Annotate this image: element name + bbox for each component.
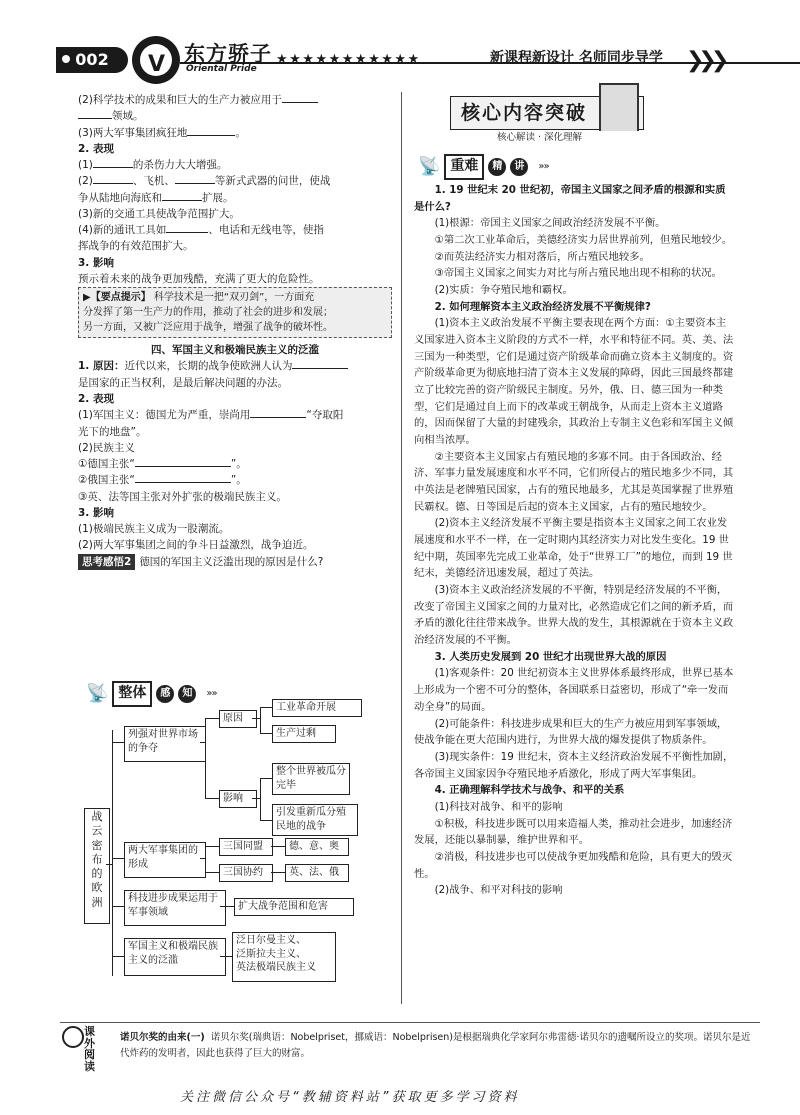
text-line: 争从陆地向海底和 扩展。 — [78, 191, 234, 204]
text-line: 挥战争的有效范围扩大。 — [78, 240, 194, 253]
text-line: (1) 的杀伤力大大增强。 — [78, 159, 228, 172]
subheading: 2. 表现 — [78, 142, 114, 155]
text-line: 光下的地盘”。 — [78, 425, 147, 438]
gate-icon — [599, 83, 639, 131]
key-circle-1: 精 — [488, 158, 506, 176]
text-line: ②而英法经济实力相对落后，所占殖民地较多。 — [434, 250, 650, 263]
text-line: 思考感悟2 德国的军国主义泛滥出现的原因是什么? — [78, 554, 392, 570]
brand-logo-glyph: V — [148, 52, 166, 77]
banner-subtitle: 核心解读 · 深化理解 — [497, 132, 583, 143]
mindmap-node: 生产过剩 — [272, 725, 336, 743]
satellite-dish-icon: 📡 — [418, 156, 441, 177]
mindmap-node: 泛日尔曼主义、 泛斯拉夫主义、 英法极端民族主义 — [232, 932, 336, 982]
mindmap-node: 三国协约 — [219, 864, 273, 882]
text-line: (4)新的通讯工具如 、电话和无线电等，使指 — [78, 224, 324, 237]
mindmap-node: 列强对世界市场的争夺 — [124, 726, 206, 762]
mindmap-node: 扩大战争范围和危害 — [234, 898, 354, 916]
text-line: (3)两大军事集团疯狂地 。 — [78, 126, 246, 139]
question-heading: 3. 人类历史发展到 20 世纪才出现世界大战的原因 — [434, 650, 667, 663]
question-heading: 4. 正确理解科学技术与战争、和平的关系 — [434, 784, 625, 797]
footer-rule — [60, 1022, 760, 1023]
text-line: 领域。 — [78, 108, 392, 124]
key-points-title: 重难 — [444, 154, 484, 180]
text-line: (2)战争、和平对科技的影响 — [434, 884, 563, 897]
double-arrow-icon: »» — [206, 688, 217, 700]
text-line: ②俄国主张“ ”。 — [78, 474, 247, 487]
text-line: (2)民族主义 — [78, 441, 135, 454]
text-line: ②主要资本主义国家占有殖民地的多寡不同。由于各国政治、经济、军事力量发展速度和水平不同，它们所侵占的殖民地多少不同，其中英法是老牌殖民国家，占有的殖民地最多，尤其是英国掌握了世界殖民霸权。德、日等国是后起的资本主义国家，占有的殖民地较少。 — [414, 450, 734, 513]
bottom-notice: 关注微信公众号“教辅资料站”获取更多学习资料 — [180, 1090, 520, 1105]
text-line: (1)根源：帝国主义国家之间政治经济发展不平衡。 — [434, 217, 666, 230]
column-divider — [401, 92, 402, 1004]
extra-reading-title: 诺贝尔奖的由来(一) — [120, 1032, 205, 1043]
extra-reading-icon: 课外阅读 — [62, 1026, 106, 1074]
tag-hole-icon — [62, 55, 70, 63]
brand-name-en: Oriental Pride — [186, 64, 257, 74]
brand-name: 东方骄子 — [184, 42, 272, 66]
right-column — [414, 182, 734, 899]
banner-title: 核心内容突破 — [461, 102, 588, 124]
chevron-right-icon: ❯❯❯ — [686, 48, 724, 73]
mindmap-node: 引发重新瓜分殖民地的战争 — [272, 804, 358, 836]
key-circle-2: 讲 — [510, 158, 528, 176]
key-tip-box: ▶【要点提示】 科学技术是一把“双刃剑”，一方面充 分发挥了第一生产力的作用，推动了社会的进步和发展； 另一方面，又被广泛应用于战争，增强了战争的破坏性。 — [78, 287, 392, 338]
text-line: (1)科技对战争、和平的影响 — [434, 800, 563, 813]
star-rating: ★★★★★★★★★★★ — [276, 52, 421, 67]
text-line: 1. 原因：近代以来，长期的战争使欧洲人认为 — [78, 358, 392, 374]
mindmap-node: 整个世界被瓜分完毕 — [272, 763, 350, 795]
text-line: (1)军国主义：德国尤为严重，崇尚用 “夺取阳 — [78, 409, 344, 422]
text-line: 是国家的正当权利，是最后解决问题的办法。 — [78, 376, 288, 389]
question-heading: 1. 19 世纪末 20 世纪初，帝国主义国家之间矛盾的根源和实质是什么? — [414, 184, 726, 213]
mindmap-node: 德、意、奥 — [285, 838, 349, 856]
satellite-dish-icon: 📡 — [86, 683, 109, 704]
overview-circle-1: 感 — [156, 685, 174, 703]
text-line: (2)两大军事集团之间的争斗日益激烈，战争迫近。 — [78, 539, 314, 552]
text-line: ③英、法等国主张对外扩张的极端民族主义。 — [78, 490, 287, 503]
question-heading: 2. 如何理解资本主义政治经济发展不平衡规律? — [434, 300, 651, 313]
text-line: (2) 、飞机、 等新式武器的问世，使战 — [78, 175, 331, 188]
mindmap-node: 英、法、俄 — [285, 864, 349, 882]
mindmap-node: 军国主义和极端民族主义的泛滥 — [124, 938, 226, 976]
text-line: ①德国主张“ ”。 — [78, 458, 247, 471]
text-line: ②消极，科技进步也可以使战争更加残酷和危险，具有更大的毁灭性。 — [414, 850, 733, 880]
text-line: ①积极，科技进步既可以用来造福人类，推动社会进步，加速经济发展，还能以暴制暴，维护世界和平。 — [414, 817, 733, 847]
extra-reading-text: 诺贝尔奖的由来(一) 诺贝尔奖(瑞典语：Nobelpriset，挪威语：Nobelprisen)是根据瑞典化学家阿尔弗雷德·诺贝尔的遗嘱所设立的奖项。诺贝尔是近代炸药的发明者，因此也获得了巨大的财富。 — [120, 1032, 751, 1060]
text-line: 3. 影响 — [78, 506, 114, 519]
mindmap-node: 原因 — [219, 710, 257, 728]
text-line: (2)可能条件：科技进步成果和巨大的生产力被应用到军事领域，使战争能在更大范围内进行，为世界大战的爆发提供了物质条件。 — [414, 717, 728, 747]
overview-circle-2: 知 — [178, 685, 196, 703]
text-line: 3. 影响 — [78, 256, 114, 269]
overview-section-head — [86, 680, 217, 708]
text-line: ③帝国主义国家之间实力对比与所占殖民地出现不相称的状况。 — [434, 267, 722, 280]
text-line: 2. 表现 — [78, 392, 114, 405]
text-line: (2)资本主义经济发展不平衡主要是指资本主义国家之间工农业发展速度和水平不一样，在一定时期内其经济实力对比发生变化。19 世纪中期，英国率先完成工业革命，处于“世界工厂”的地位，而到 19 世纪末，美德经济迅速发展，超过了英法。 — [414, 517, 733, 580]
mindmap-node: 科技进步成果运用于军事领域 — [124, 890, 226, 926]
text-line: 预示着未来的战争更加残酷，充满了更大的危险性。 — [78, 272, 320, 285]
text-line: (2)实质：争夺殖民地和霸权。 — [434, 284, 573, 297]
header-slogan: 新课程新设计 名师同步导学 — [490, 50, 663, 66]
overview-title: 整体 — [112, 681, 152, 707]
page-number: 002 — [56, 47, 128, 73]
mindmap-node: 三国同盟 — [219, 838, 273, 856]
mindmap-node: 影响 — [219, 790, 257, 808]
text-line: (3)资本主义政治经济发展的不平衡，特别是经济发展的不平衡，改变了帝国主义国家之间的力量对比，必然造成它们之间的新矛盾，而矛盾的激化往往带来战争。世界大战的发生，其根源就在于资本主义政治经济发展的不平衡。 — [414, 584, 734, 647]
mindmap-node: 工业革命开展 — [272, 699, 362, 717]
text-line: (3)新的交通工具使战争范围扩大。 — [78, 207, 240, 220]
text-line: (1)客观条件：20 世纪初资本主义世界体系最终形成，世界已基本上形成为一个密不可分的整体，各国联系日益密切，形成了“牵一发而动全身”的局面。 — [414, 667, 734, 713]
text-line: (1)极端民族主义成为一股潮流。 — [78, 523, 230, 536]
text-line: (3)现实条件：19 世纪末，资本主义经济政治发展不平衡性加剧，各帝国主义国家因争夺殖民地矛盾激化，形成了两大军事集团。 — [414, 750, 734, 780]
section-heading: 四、军国主义和极端民族主义的泛滥 — [151, 344, 319, 357]
left-column — [78, 92, 392, 570]
double-arrow-icon: »» — [538, 161, 549, 173]
mindmap-root: 战云密布的欧洲 — [84, 808, 110, 924]
mindmap-node: 两大军事集团的形成 — [124, 842, 206, 878]
key-points-section-head — [418, 153, 549, 181]
text-line: (1)资本主义政治发展不平衡主要表现在两个方面：①主要资本主义国家进入资本主义阶段的方式不一样，水平和特征不同。英、美、法三国为一种类型，它们是通过资产阶级革命而确立资本主义制度的。资产阶级革命更为彻底地扫清了资本主义发展的障碍，因此三国最终都建立了比较完善的资产阶级民主制度。另外，俄、日、德三国为一种类型，它们是通过自上而下的改革或王朝战争，从而走上资本主义道路的，因而保留了大量的封建残余，其政治上专制主义色彩和军国主义倾向相当浓厚。 — [414, 317, 734, 447]
text-line: ①第二次工业革命后，美德经济实力居世界前列，但殖民地较少。 — [434, 234, 733, 247]
core-content-banner — [450, 96, 644, 143]
think-label: 思考感悟2 — [78, 554, 135, 570]
text-line: (2)科学技术的成果和巨大的生产力被应用于 — [78, 92, 392, 108]
